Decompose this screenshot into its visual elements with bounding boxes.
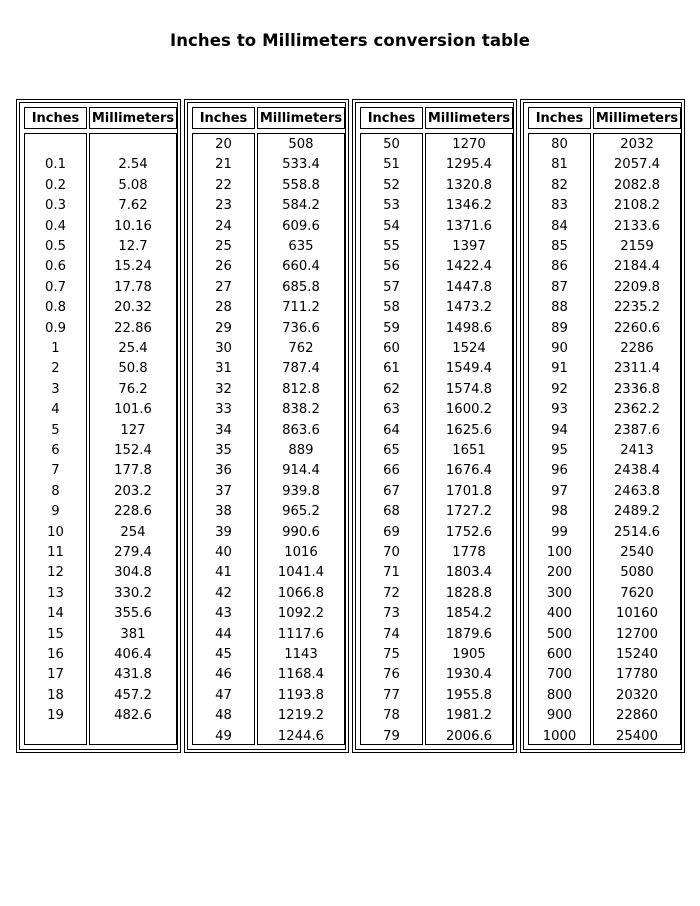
millimeters-cell: 279.4 bbox=[114, 545, 152, 560]
millimeters-cell: 22.86 bbox=[114, 320, 152, 336]
millimeters-cell: 10.16 bbox=[114, 218, 152, 234]
inches-cell: 0.9 bbox=[45, 320, 66, 336]
millimeters-cell: 25400 bbox=[616, 728, 658, 744]
inches-cell: 37 bbox=[215, 483, 232, 499]
millimeters-cell: 1397 bbox=[452, 239, 486, 254]
millimeters-cell: 17780 bbox=[616, 667, 658, 683]
millimeters-column bbox=[593, 133, 681, 745]
millimeters-cell: 1803.4 bbox=[445, 565, 493, 581]
inches-cell: 41 bbox=[215, 565, 232, 581]
millimeters-cell: 15.24 bbox=[114, 259, 152, 275]
inches-cell: 54 bbox=[383, 218, 400, 234]
inches-cell: 0.8 bbox=[45, 300, 66, 316]
inches-cell: 34 bbox=[215, 422, 232, 438]
millimeters-cell: 22860 bbox=[616, 708, 658, 724]
inches-cell: 94 bbox=[551, 422, 568, 438]
inches-cell: 1 bbox=[51, 341, 60, 356]
millimeters-cell: 177.8 bbox=[114, 463, 152, 479]
inches-column bbox=[24, 133, 87, 745]
millimeters-cell: 1676.4 bbox=[445, 463, 493, 479]
inches-cell: 26 bbox=[215, 259, 232, 275]
millimeters-cell: 1727.2 bbox=[445, 504, 493, 520]
millimeters-cell: 533.4 bbox=[282, 157, 320, 173]
inches-cell: 44 bbox=[215, 626, 232, 642]
millimeters-cell: 20320 bbox=[616, 687, 658, 703]
inches-cell: 2 bbox=[51, 361, 60, 377]
conversion-table-1 bbox=[16, 99, 181, 753]
inches-cell: 52 bbox=[383, 177, 400, 193]
inches-cell: 21 bbox=[215, 157, 232, 173]
inches-cell: 95 bbox=[551, 443, 568, 458]
inches-cell: 62 bbox=[383, 381, 400, 397]
inches-cell: 69 bbox=[383, 524, 400, 540]
inches-cell: 84 bbox=[551, 218, 568, 234]
inches-cell: 23 bbox=[215, 198, 232, 214]
millimeters-cell: 1625.6 bbox=[445, 422, 493, 438]
millimeters-cell: 863.6 bbox=[282, 422, 320, 438]
inches-cell: 71 bbox=[383, 565, 400, 581]
millimeters-cell: 2413 bbox=[620, 443, 654, 458]
inches-cell: 99 bbox=[551, 524, 568, 540]
inches-cell: 68 bbox=[383, 504, 400, 520]
inches-cell: 38 bbox=[215, 504, 232, 520]
millimeters-cell: 762 bbox=[288, 341, 314, 356]
inches-cell: 88 bbox=[551, 300, 568, 316]
millimeters-cell: 2489.2 bbox=[613, 504, 661, 520]
millimeters-cell: 787.4 bbox=[282, 361, 320, 377]
millimeters-cell: 1473.2 bbox=[445, 300, 493, 316]
millimeters-cell: 1574.8 bbox=[445, 381, 493, 397]
header-millimeters: Millimeters bbox=[257, 107, 345, 129]
inches-cell: 53 bbox=[383, 198, 400, 214]
inches-cell: 8 bbox=[51, 483, 60, 499]
millimeters-cell: 1295.4 bbox=[445, 157, 493, 173]
header-millimeters: Millimeters bbox=[89, 107, 177, 129]
millimeters-column bbox=[257, 133, 345, 745]
millimeters-cell: 1828.8 bbox=[445, 585, 493, 601]
millimeters-cell: 12.7 bbox=[118, 239, 148, 254]
inches-cell: 47 bbox=[215, 687, 232, 703]
inches-cell: 33 bbox=[215, 402, 232, 418]
millimeters-cell: 939.8 bbox=[282, 483, 320, 499]
inches-cell: 73 bbox=[383, 606, 400, 622]
millimeters-cell: 558.8 bbox=[282, 177, 320, 193]
inches-cell: 0.2 bbox=[45, 177, 66, 193]
header-inches: Inches bbox=[360, 107, 423, 129]
inches-cell: 17 bbox=[47, 667, 64, 683]
inches-cell: 14 bbox=[47, 606, 64, 622]
millimeters-cell: 2133.6 bbox=[613, 218, 661, 234]
millimeters-cell: 508 bbox=[288, 137, 314, 152]
millimeters-cell: 5080 bbox=[620, 565, 654, 581]
header-millimeters: Millimeters bbox=[425, 107, 513, 129]
inches-cell: 70 bbox=[383, 545, 400, 560]
millimeters-cell: 203.2 bbox=[114, 483, 152, 499]
millimeters-cell: 889 bbox=[288, 443, 314, 458]
millimeters-cell: 431.8 bbox=[114, 667, 152, 683]
millimeters-cell: 1778 bbox=[452, 545, 486, 560]
inches-cell: 11 bbox=[47, 545, 64, 560]
inches-cell: 24 bbox=[215, 218, 232, 234]
millimeters-cell: 127 bbox=[120, 422, 146, 438]
inches-cell: 76 bbox=[383, 667, 400, 683]
inches-column bbox=[528, 133, 591, 745]
inches-cell: 91 bbox=[551, 361, 568, 377]
millimeters-cell: 1651 bbox=[452, 443, 486, 458]
inches-cell: 31 bbox=[215, 361, 232, 377]
inches-cell: 1000 bbox=[542, 728, 577, 744]
millimeters-cell: 1066.8 bbox=[277, 585, 325, 601]
inches-cell: 77 bbox=[383, 687, 400, 703]
millimeters-cell: 609.6 bbox=[282, 218, 320, 234]
millimeters-cell: 1447.8 bbox=[445, 279, 493, 295]
millimeters-cell: 10160 bbox=[616, 606, 658, 622]
inches-cell: 35 bbox=[215, 443, 232, 458]
inches-cell: 92 bbox=[551, 381, 568, 397]
millimeters-cell: 2362.2 bbox=[613, 402, 661, 418]
millimeters-cell: 2286 bbox=[620, 341, 654, 356]
inches-cell: 48 bbox=[215, 708, 232, 724]
millimeters-cell: 1041.4 bbox=[277, 565, 325, 581]
inches-cell: 400 bbox=[546, 606, 573, 622]
millimeters-cell: 7.62 bbox=[118, 198, 148, 214]
millimeters-cell: 1117.6 bbox=[277, 626, 325, 642]
inches-cell: 36 bbox=[215, 463, 232, 479]
inches-cell: 85 bbox=[551, 239, 568, 254]
inches-cell: 55 bbox=[383, 239, 400, 254]
millimeters-cell: 914.4 bbox=[282, 463, 320, 479]
millimeters-cell: 2057.4 bbox=[613, 157, 661, 173]
inches-column bbox=[360, 133, 423, 745]
millimeters-cell: 1193.8 bbox=[277, 687, 325, 703]
inches-cell: 49 bbox=[215, 728, 232, 744]
inches-cell: 22 bbox=[215, 177, 232, 193]
millimeters-cell: 1168.4 bbox=[277, 667, 325, 683]
inches-cell: 0.1 bbox=[45, 157, 66, 173]
inches-cell: 12 bbox=[47, 565, 64, 581]
millimeters-cell: 2209.8 bbox=[613, 279, 661, 295]
millimeters-cell: 20.32 bbox=[114, 300, 152, 316]
millimeters-cell: 330.2 bbox=[114, 585, 152, 601]
millimeters-cell: 1143 bbox=[284, 647, 318, 662]
millimeters-cell: 2336.8 bbox=[613, 381, 661, 397]
millimeters-cell: 711.2 bbox=[282, 300, 320, 316]
millimeters-cell: 152.4 bbox=[114, 443, 152, 458]
millimeters-cell: 2159 bbox=[620, 239, 654, 254]
inches-cell: 74 bbox=[383, 626, 400, 642]
inches-cell: 42 bbox=[215, 585, 232, 601]
millimeters-cell: 101.6 bbox=[114, 402, 152, 418]
inches-cell: 79 bbox=[383, 728, 400, 744]
millimeters-cell: 1600.2 bbox=[445, 402, 493, 418]
millimeters-cell: 5.08 bbox=[118, 177, 148, 193]
inches-cell: 20 bbox=[215, 137, 232, 152]
inches-cell: 28 bbox=[215, 300, 232, 316]
millimeters-cell: 228.6 bbox=[114, 504, 152, 520]
inches-cell: 60 bbox=[383, 341, 400, 356]
millimeters-cell: 584.2 bbox=[282, 198, 320, 214]
millimeters-cell: 482.6 bbox=[114, 708, 152, 724]
inches-cell: 0.5 bbox=[45, 239, 66, 254]
millimeters-cell: 1320.8 bbox=[445, 177, 493, 193]
millimeters-cell: 2.54 bbox=[118, 157, 148, 173]
inches-cell: 30 bbox=[215, 341, 232, 356]
inches-cell: 16 bbox=[47, 647, 64, 662]
millimeters-cell: 1854.2 bbox=[445, 606, 493, 622]
inches-cell: 29 bbox=[215, 320, 232, 336]
inches-cell: 0.3 bbox=[45, 198, 66, 214]
inches-cell: 59 bbox=[383, 320, 400, 336]
millimeters-cell: 1422.4 bbox=[445, 259, 493, 275]
millimeters-cell: 1930.4 bbox=[445, 667, 493, 683]
millimeters-cell: 2463.8 bbox=[613, 483, 661, 499]
header-inches: Inches bbox=[528, 107, 591, 129]
inches-cell: 87 bbox=[551, 279, 568, 295]
inches-cell: 50 bbox=[383, 137, 400, 152]
millimeters-cell: 2032 bbox=[620, 137, 654, 152]
inches-cell: 0.4 bbox=[45, 218, 66, 234]
millimeters-column bbox=[425, 133, 513, 745]
inches-cell: 66 bbox=[383, 463, 400, 479]
inches-cell: 43 bbox=[215, 606, 232, 622]
millimeters-cell: 2235.2 bbox=[613, 300, 661, 316]
inches-cell: 86 bbox=[551, 259, 568, 275]
millimeters-cell: 2184.4 bbox=[613, 259, 661, 275]
millimeters-cell: 2311.4 bbox=[613, 361, 661, 377]
inches-cell: 40 bbox=[215, 545, 232, 560]
millimeters-cell: 1981.2 bbox=[445, 708, 493, 724]
inches-cell: 4 bbox=[51, 402, 60, 418]
inches-cell: 600 bbox=[546, 647, 573, 662]
inches-cell: 15 bbox=[47, 626, 64, 642]
inches-cell: 75 bbox=[383, 647, 400, 662]
inches-cell: 800 bbox=[546, 687, 573, 703]
header-inches: Inches bbox=[24, 107, 87, 129]
millimeters-cell: 1752.6 bbox=[445, 524, 493, 540]
inches-cell: 80 bbox=[551, 137, 568, 152]
millimeters-cell: 1371.6 bbox=[445, 218, 493, 234]
millimeters-cell: 1244.6 bbox=[277, 728, 325, 744]
inches-cell: 19 bbox=[47, 708, 64, 724]
millimeters-cell: 812.8 bbox=[282, 381, 320, 397]
inches-cell: 82 bbox=[551, 177, 568, 193]
millimeters-cell: 1219.2 bbox=[277, 708, 325, 724]
millimeters-cell: 406.4 bbox=[114, 647, 152, 662]
millimeters-cell: 2082.8 bbox=[613, 177, 661, 193]
millimeters-cell: 15240 bbox=[616, 647, 658, 662]
inches-cell: 200 bbox=[546, 565, 573, 581]
inches-cell: 9 bbox=[51, 504, 60, 520]
millimeters-cell: 2387.6 bbox=[613, 422, 661, 438]
millimeters-cell: 1879.6 bbox=[445, 626, 493, 642]
millimeters-cell: 1092.2 bbox=[277, 606, 325, 622]
millimeters-cell: 381 bbox=[120, 626, 146, 642]
inches-cell: 10 bbox=[47, 524, 64, 540]
inches-cell: 18 bbox=[47, 687, 64, 703]
millimeters-cell: 1701.8 bbox=[445, 483, 493, 499]
inches-cell: 0.7 bbox=[45, 279, 66, 295]
millimeters-column bbox=[89, 133, 177, 745]
conversion-table-3 bbox=[352, 99, 517, 753]
inches-cell: 72 bbox=[383, 585, 400, 601]
inches-cell: 64 bbox=[383, 422, 400, 438]
inches-cell: 83 bbox=[551, 198, 568, 214]
millimeters-cell: 25.4 bbox=[118, 341, 148, 356]
conversion-table-4 bbox=[520, 99, 685, 753]
inches-cell: 97 bbox=[551, 483, 568, 499]
millimeters-cell: 2006.6 bbox=[445, 728, 493, 744]
inches-cell: 89 bbox=[551, 320, 568, 336]
inches-cell: 900 bbox=[546, 708, 573, 724]
millimeters-cell: 1524 bbox=[452, 341, 486, 356]
millimeters-cell: 990.6 bbox=[282, 524, 320, 540]
millimeters-cell: 635 bbox=[288, 239, 314, 254]
millimeters-cell: 685.8 bbox=[282, 279, 320, 295]
millimeters-cell: 2514.6 bbox=[613, 524, 661, 540]
inches-cell: 0.6 bbox=[45, 259, 66, 275]
millimeters-cell: 12700 bbox=[616, 626, 658, 642]
inches-cell: 39 bbox=[215, 524, 232, 540]
millimeters-cell: 355.6 bbox=[114, 606, 152, 622]
millimeters-cell: 965.2 bbox=[282, 504, 320, 520]
header-inches: Inches bbox=[192, 107, 255, 129]
inches-cell: 78 bbox=[383, 708, 400, 724]
inches-cell: 93 bbox=[551, 402, 568, 418]
millimeters-cell: 660.4 bbox=[282, 259, 320, 275]
inches-cell: 6 bbox=[51, 443, 60, 458]
millimeters-cell: 2438.4 bbox=[613, 463, 661, 479]
inches-cell: 81 bbox=[551, 157, 568, 173]
inches-cell: 63 bbox=[383, 402, 400, 418]
page-title: Inches to Millimeters conversion table bbox=[169, 31, 531, 50]
inches-cell: 67 bbox=[383, 483, 400, 499]
inches-cell: 98 bbox=[551, 504, 568, 520]
millimeters-cell: 7620 bbox=[620, 585, 654, 601]
inches-cell: 56 bbox=[383, 259, 400, 275]
millimeters-cell: 50.8 bbox=[118, 361, 148, 377]
inches-cell: 58 bbox=[383, 300, 400, 316]
inches-cell: 61 bbox=[383, 361, 400, 377]
millimeters-cell: 2260.6 bbox=[613, 320, 661, 336]
millimeters-cell: 1549.4 bbox=[445, 361, 493, 377]
conversion-table-2 bbox=[184, 99, 349, 753]
millimeters-cell: 1270 bbox=[452, 137, 486, 152]
inches-cell: 90 bbox=[551, 341, 568, 356]
inches-cell: 45 bbox=[215, 647, 232, 662]
millimeters-cell: 1016 bbox=[284, 545, 318, 560]
millimeters-cell: 1498.6 bbox=[445, 320, 493, 336]
inches-cell: 46 bbox=[215, 667, 232, 683]
inches-cell: 500 bbox=[546, 626, 573, 642]
inches-cell: 5 bbox=[51, 422, 60, 438]
millimeters-cell: 254 bbox=[120, 524, 146, 540]
inches-cell: 57 bbox=[383, 279, 400, 295]
inches-cell: 51 bbox=[383, 157, 400, 173]
inches-cell: 300 bbox=[546, 585, 573, 601]
inches-cell: 3 bbox=[51, 381, 60, 397]
inches-cell: 13 bbox=[47, 585, 64, 601]
inches-cell: 27 bbox=[215, 279, 232, 295]
millimeters-cell: 2108.2 bbox=[613, 198, 661, 214]
inches-column bbox=[192, 133, 255, 745]
inches-cell: 700 bbox=[546, 667, 573, 683]
millimeters-cell: 2540 bbox=[620, 545, 654, 560]
millimeters-cell: 1905 bbox=[452, 647, 486, 662]
millimeters-cell: 1955.8 bbox=[445, 687, 493, 703]
millimeters-cell: 1346.2 bbox=[445, 198, 493, 214]
inches-cell: 100 bbox=[546, 545, 573, 560]
header-millimeters: Millimeters bbox=[593, 107, 681, 129]
millimeters-cell: 457.2 bbox=[114, 687, 152, 703]
millimeters-cell: 76.2 bbox=[118, 381, 148, 397]
inches-cell: 32 bbox=[215, 381, 232, 397]
millimeters-cell: 17.78 bbox=[114, 279, 152, 295]
inches-cell: 7 bbox=[51, 463, 60, 479]
millimeters-cell: 838.2 bbox=[282, 402, 320, 418]
inches-cell: 25 bbox=[215, 239, 232, 254]
inches-cell: 65 bbox=[383, 443, 400, 458]
inches-cell: 96 bbox=[551, 463, 568, 479]
millimeters-cell: 736.6 bbox=[282, 320, 320, 336]
millimeters-cell: 304.8 bbox=[114, 565, 152, 581]
